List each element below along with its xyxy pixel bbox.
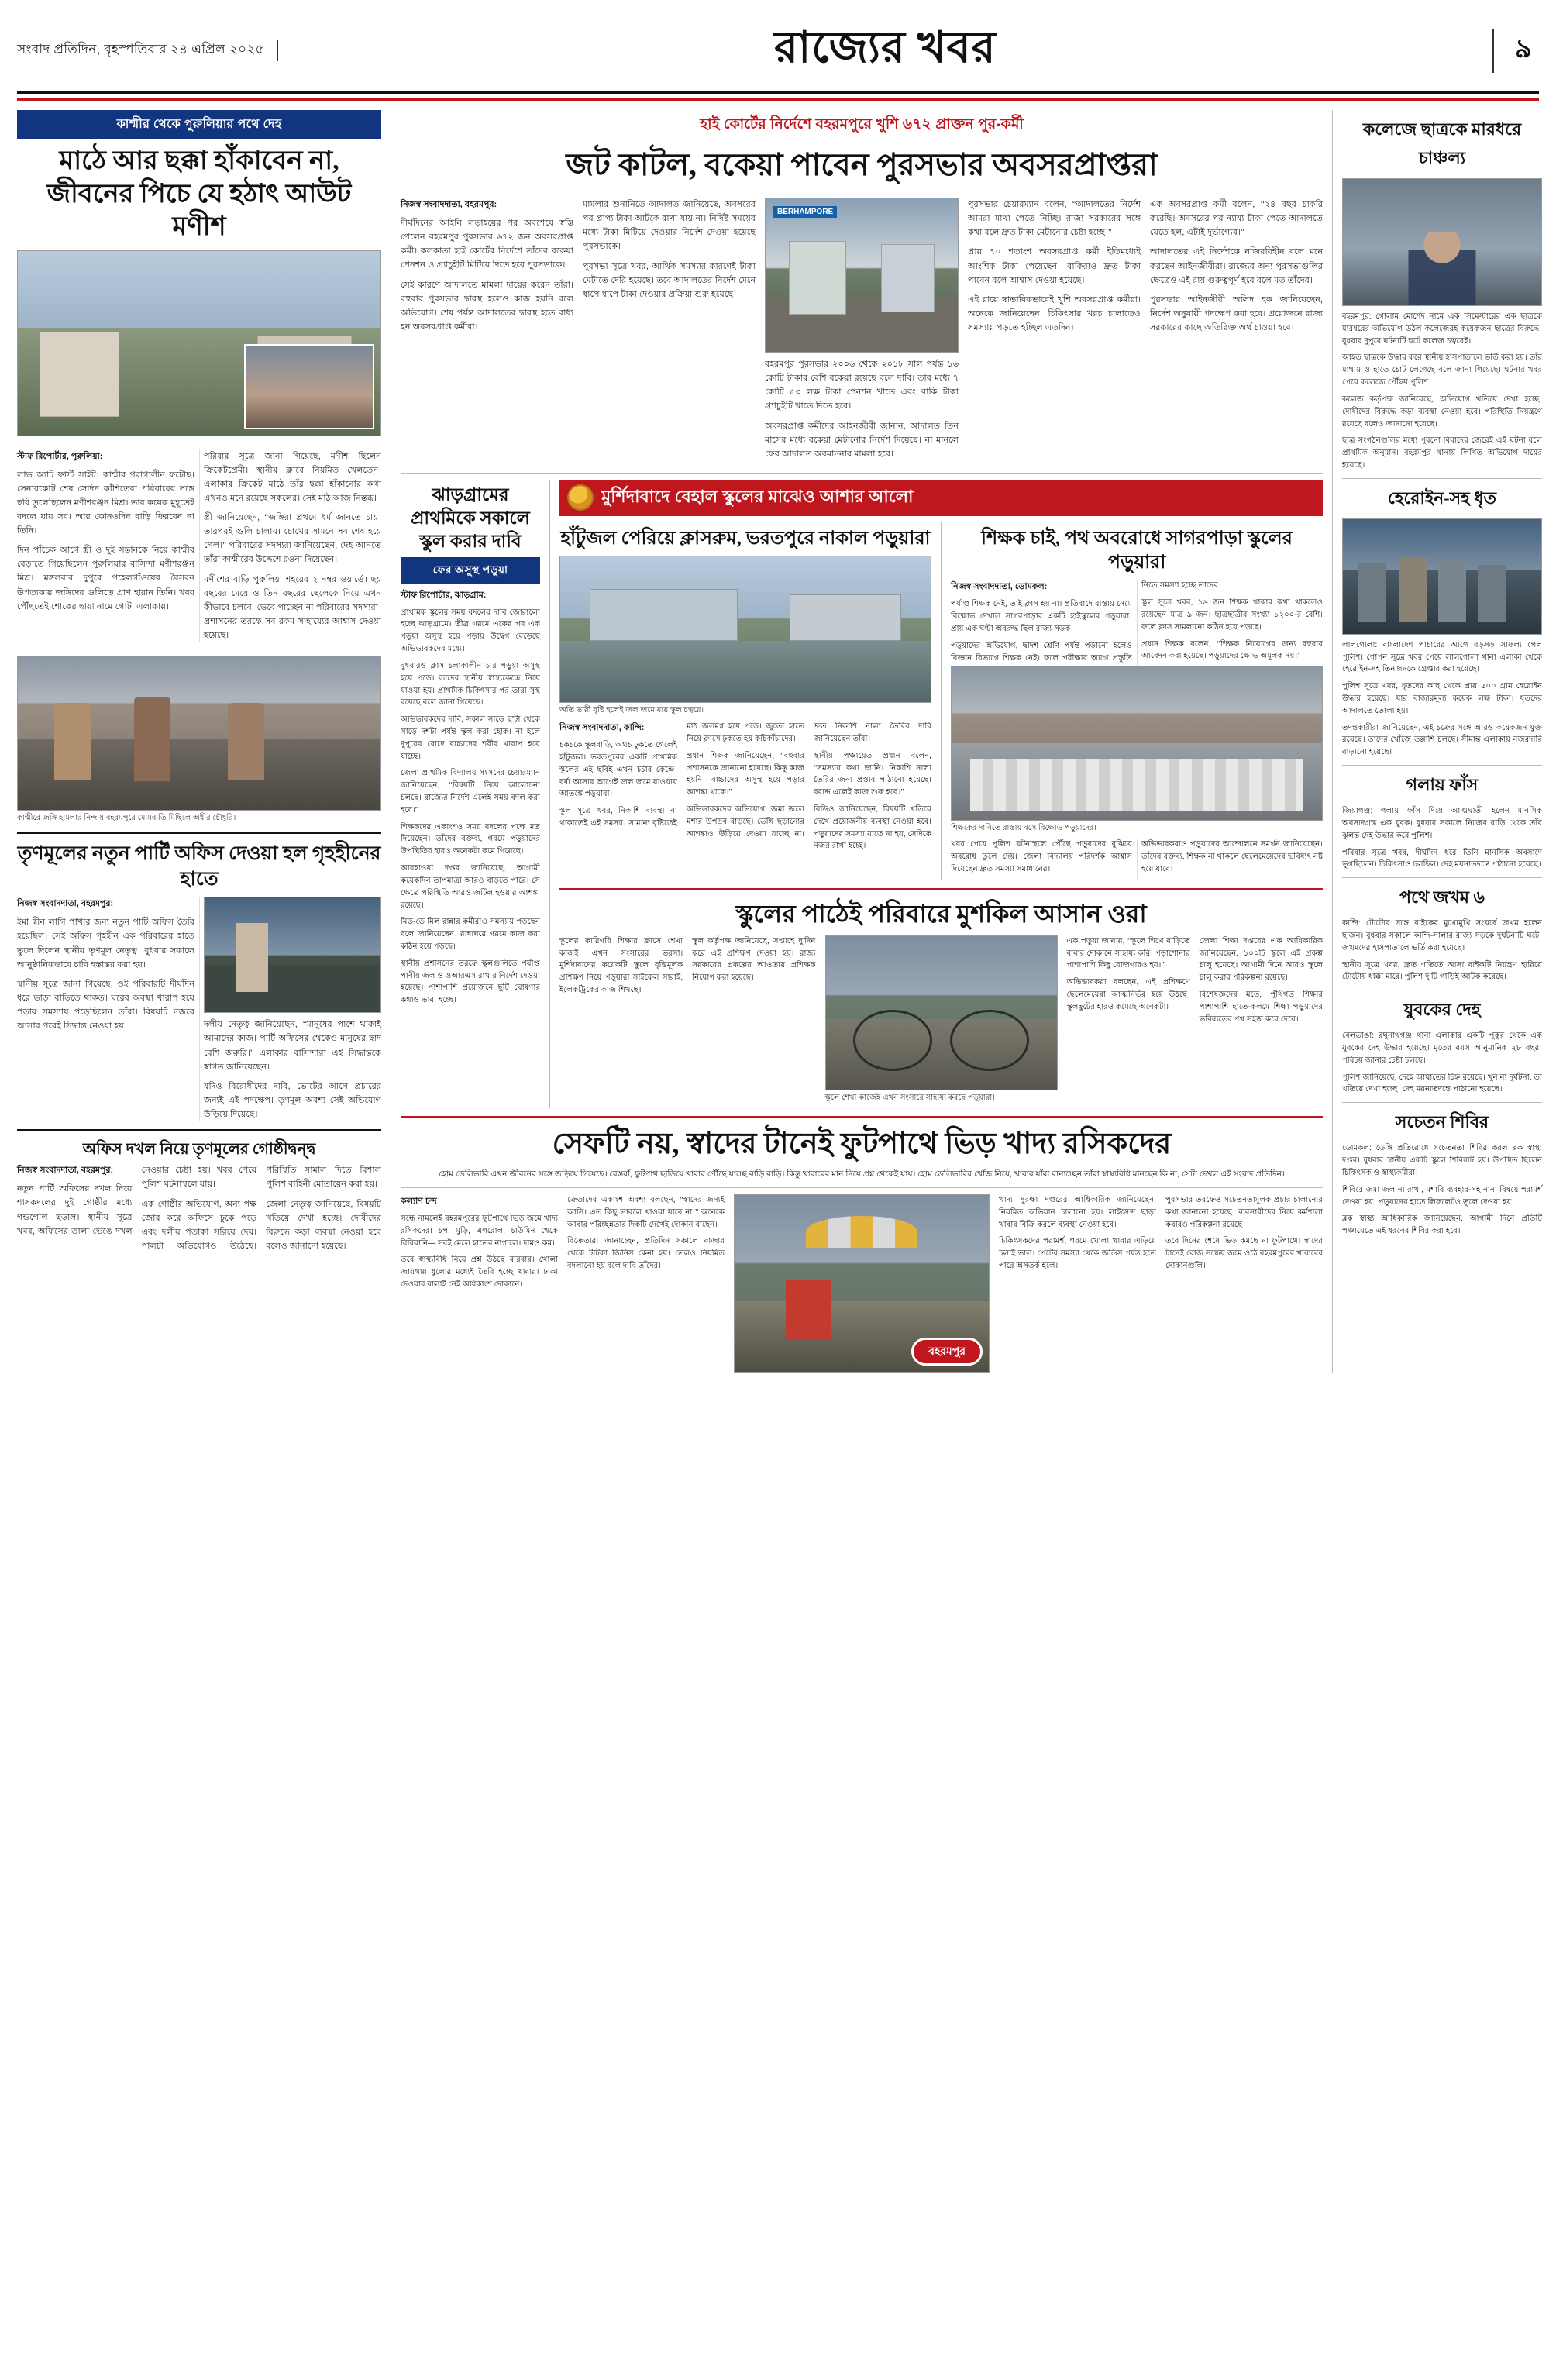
paragraph: তবে দিনের শেষে ভিড় কমছে না ফুটপাথে। স্বাদের টানেই রোজ সন্ধেয় জমে ওঠে বহরমপুরের খাবারের দোকানগুলি। bbox=[1165, 1237, 1323, 1271]
left-photo-candle-rally bbox=[17, 656, 381, 811]
jhargram-sidebar bbox=[401, 480, 540, 1108]
sun-icon bbox=[567, 484, 594, 511]
story-c-headline: শিক্ষক চাই, পথ অবরোধে সাগরপাড়া স্কুলের পড়ুয়ারা bbox=[981, 528, 1293, 573]
story-d-headline: স্কুলের পাঠেই পরিবারে মুশকিল আসান ওরা bbox=[735, 899, 1147, 928]
story-b-caption: অতি ভারী বৃষ্টি হলেই জল জমে যায় স্কুল চত্বরে। bbox=[559, 706, 704, 715]
right-headline: সচেতন শিবির bbox=[1395, 1112, 1489, 1132]
paragraph: বিশেষজ্ঞদের মতে, পুঁথিগত শিক্ষার পাশাপাশি হাতে-কলমে শিক্ষা পড়ুয়াদের ভবিষ্যতের পথ সহজ করে দেবে। bbox=[1199, 990, 1323, 1024]
paragraph: কান্দি: টোটোর সঙ্গে বাইকের মুখোমুখি সংঘর্ষে জখম হলেন ছ’জন। বুধবার সকালে কান্দি-সালার রাজ্য সড়কে দুর্ঘটনাটি ঘটে। জখমদের হাসপাতালে ভর্তি করা হয়েছে। bbox=[1342, 919, 1542, 952]
divider bbox=[401, 1187, 1323, 1188]
story-d-body bbox=[559, 935, 1323, 1108]
left-photo-kashmir bbox=[17, 250, 381, 436]
paragraph: পর্যাপ্ত শিক্ষক নেই, তাই ক্লাস হয় না। প্রতিবাদে রাস্তায় নেমে বিক্ষোভ দেখাল সাগরপাড়ার একটি হাইস্কুলের পড়ুয়ারা। প্রায় এক ঘণ্টা অবরুদ্ধ ছিল রাজ্য সড়ক। bbox=[951, 600, 1132, 633]
left-byline-3: নিজস্ব সংবাদদাতা, বহরমপুর: bbox=[17, 1166, 114, 1176]
paragraph: চিকিৎসকদের পরামর্শ, গরমে খোলা খাবার এড়িয়ে চলাই ভাল। পেটের সমস্যা থেকে জন্ডিস পর্যন্ত হতে পারে অসতর্ক হলে। bbox=[999, 1237, 1156, 1271]
school-banner bbox=[559, 480, 1323, 516]
right-photo-student bbox=[1342, 178, 1542, 306]
right-photo-arrest bbox=[1342, 518, 1542, 635]
story-b-byline: নিজস্ব সংবাদদাতা, কান্দি: bbox=[559, 723, 645, 733]
paragraph: জেলা প্রাথমিক বিদ্যালয় সংসদের চেয়ারম্যান জানিয়েছেন, ‘‘বিষয়টি নিয়ে আলোচনা চলছে। রাজ্যের নির্দেশ এলেই সময় বদল করা হবে।’’ bbox=[401, 769, 540, 815]
story-b-photo bbox=[559, 556, 931, 703]
street-food-feature bbox=[401, 1126, 1323, 1373]
divider bbox=[401, 473, 1323, 474]
left-story-3-body bbox=[17, 1163, 381, 1253]
paragraph: তদন্তকারীরা জানিয়েছেন, এই চক্রের সঙ্গে আরও কয়েকজন যুক্ত রয়েছে। তাদের খোঁজে তল্লাশি চলছে। সীমান্ত এলাকায় নজরদারি বাড়ানো হয়েছে। bbox=[1342, 723, 1542, 757]
divider bbox=[559, 888, 1323, 890]
left-headline-3: অফিস দখল নিয়ে তৃণমূলের গোষ্ঠীদ্বন্দ্ব bbox=[82, 1141, 316, 1159]
paragraph: পড়ুয়াদের অভিযোগ, দ্বাদশ শ্রেণি পর্যন্ত পড়ানো হলেও বিজ্ঞান বিভাগে শিক্ষক নেই। ফলে পরীক্ষার আগে প্রস্তুতি নিতে সমস্যা হচ্ছে তাদের। bbox=[951, 581, 1221, 663]
paragraph: জেলা শিক্ষা দপ্তরের এক আধিকারিক জানিয়েছেন, ১০০টি স্কুলে এই প্রকল্প চালু হয়েছে। আগামী দিনে আরও স্কুলে চালু করার পরিকল্পনা রয়েছে। bbox=[1199, 936, 1323, 983]
story-c-photo bbox=[951, 666, 1323, 821]
paragraph: খাদ্য সুরক্ষা দপ্তরের আধিকারিক জানিয়েছেন, নিয়মিত অভিযান চালানো হয়। লাইসেন্স ছাড়া খাবার বিক্রি করলে ব্যবস্থা নেওয়া হবে। bbox=[999, 1196, 1156, 1229]
paragraph: প্রাথমিক স্কুলের সময় বদলের দাবি জোরালো হচ্ছে ঝাড়গ্রামে। তীব্র গরমে একের পর এক পড়ুয়া অসুস্থ হয়ে পড়ায় উদ্বেগ বেড়েছে অভিভাবকদের মধ্যে। bbox=[401, 608, 540, 654]
feature-body bbox=[401, 1194, 1323, 1373]
left-column bbox=[17, 110, 381, 1373]
masthead bbox=[17, 14, 1539, 94]
paragraph: স্কুল সূত্রে খবর, নিকাশি ব্যবস্থা না থাকাতেই এই সমস্যা। সামান্য বৃষ্টিতেই মাঠ জলমগ্ন হয়ে পড়ে। জুতো হাতে নিয়ে ক্লাসে ঢুকতে হয় কচিকাঁচাদের। bbox=[559, 722, 804, 828]
paragraph: স্ত্রী জানিয়েছেন, ‘‘জঙ্গিরা প্রথমে ধর্ম জানতে চায়। তারপরই গুলি চালায়। চোখের সামনে সব শেষ হয়ে গেল।’’ পরিবারের সদস্যরা জানিয়েছেন, দেহ আনতে তাঁরা কাশ্মীরের উদ্দেশে রওনা দিয়েছেন। bbox=[204, 513, 381, 565]
story-vocational bbox=[559, 898, 1323, 1108]
page-number: ৯ bbox=[1492, 29, 1539, 73]
mid-byline: নিজস্ব সংবাদদাতা, বহরমপুর: bbox=[401, 200, 497, 209]
paragraph: দিন পাঁচেক আগে স্ত্রী ও দুই সন্তানকে নিয়ে কাশ্মীর বেড়াতে গিয়েছিলেন পুরুলিয়ার বাসিন্দা মণীশরঞ্জন মিশ্র। মঙ্গলবার দুপুরে পহেলগাঁওয়ের বৈসরন উপত্যকায় জঙ্গিদের গুলিতে প্রাণ হারান তিনি। খবর পৌঁছতেই শোকের ছায়া নামে গোটা এলাকায়। bbox=[17, 546, 194, 611]
paragraph: ব্লক স্বাস্থ্য আধিকারিক জানিয়েছেন, আগামী দিনে প্রতিটি পঞ্চায়েতে এই ধরনের শিবির করা হবে। bbox=[1342, 1214, 1542, 1236]
right-item bbox=[1342, 997, 1542, 1096]
paragraph: প্রধান শিক্ষক জানিয়েছেন, ‘‘বহুবার প্রশাসনকে জানানো হয়েছে। কিন্তু কাজ হয়নি। বাচ্চাদের অসুস্থ হয়ে পড়ার আশঙ্কা থাকে।’’ bbox=[687, 751, 804, 797]
paragraph: পুলিশ জানিয়েছে, দেহে আঘাতের চিহ্ন রয়েছে। খুন না দুর্ঘটনা, তা খতিয়ে দেখা হচ্ছে। দেহ ময়নাতদন্তে পাঠানো হয়েছে। bbox=[1342, 1073, 1542, 1094]
story-c-byline: নিজস্ব সংবাদদাতা, ডোমকল: bbox=[951, 582, 1048, 592]
left-photo-party-office bbox=[204, 897, 381, 1013]
school-two-stories bbox=[559, 522, 1323, 880]
story-b-headline: হাঁটুজল পেরিয়ে ক্লাসরুম, ভরতপুরে নাকাল পড়ুয়ারা bbox=[560, 528, 931, 549]
mid-second-band bbox=[401, 480, 1323, 1108]
paragraph: স্কুলের কারিগরি শিক্ষার ক্লাসে শেখা কাজই এখন সংসারের ভরসা। মুর্শিদাবাদের কয়েকটি স্কুলে বৃত্তিমূলক প্রশিক্ষণ নিয়ে পড়ুয়ারা সাইকেল সারাই, ইলেকট্রিকের কাজ শিখছে। bbox=[559, 936, 683, 995]
paragraph: স্থানীয় পঞ্চায়েত প্রধান বলেন, ‘‘সমস্যার কথা জানি। নিকাশি নালা তৈরির জন্য প্রস্তাব পাঠানো হয়েছে। বরাদ্দ এলেই কাজ শুরু হবে।’’ bbox=[814, 751, 931, 797]
paragraph: বুধবারও ক্লাস চলাকালীন চার পড়ুয়া অসুস্থ হয়ে পড়ে। তাদের স্থানীয় স্বাস্থ্যকেন্দ্রে নিয়ে যাওয়া হয়। প্রাথমিক চিকিৎসার পর তারা সুস্থ রয়েছে বলে জানা গিয়েছে। bbox=[401, 661, 540, 708]
right-item bbox=[1342, 772, 1542, 871]
feature-byline: কল্যাণ চন্দ bbox=[401, 1197, 437, 1207]
paragraph: জেলা নেতৃত্ব জানিয়েছে, বিষয়টি খতিয়ে দেখা হচ্ছে। দোষীদের বিরুদ্ধে কড়া ব্যবস্থা নেওয়া হবে বলেও জানানো হয়েছে। bbox=[266, 1199, 381, 1252]
paragraph: শিক্ষকদের একাংশও সময় বদলের পক্ষে মত দিয়েছেন। তাঁদের বক্তব্য, গরমে পড়ুয়াদের উপস্থিতির হারও অনেকটা কমে গিয়েছে। bbox=[401, 822, 540, 856]
school-package bbox=[559, 480, 1323, 1108]
paragraph: শিবিরে জমা জল না রাখা, মশারি ব্যবহার-সহ নানা বিষয়ে পরামর্শ দেওয়া হয়। পড়ুয়াদের হাতে লিফলেটও তুলে দেওয়া হয়। bbox=[1342, 1185, 1542, 1207]
story-b-body bbox=[559, 721, 931, 852]
divider bbox=[401, 1116, 1323, 1118]
paragraph: এই রায়ে স্বাভাবিকভাবেই খুশি অবসরপ্রাপ্ত কর্মীরা। অনেকে জানিয়েছেন, চিকিৎসার খরচ চালাতেও সমস্যায় পড়তে হচ্ছিল এতদিন। bbox=[968, 294, 1141, 333]
mid-headline: জট কাটল, বকেয়া পাবেন পুরসভার অবসরপ্রাপ্তরা bbox=[566, 147, 1158, 182]
page-body bbox=[17, 110, 1542, 1373]
story-d-photo bbox=[825, 935, 1058, 1090]
column-divider bbox=[549, 480, 550, 1108]
mid-lead-story bbox=[401, 198, 1323, 467]
paragraph: বিডিও জানিয়েছেন, বিষয়টি খতিয়ে দেখে প্রয়োজনীয় ব্যবস্থা নেওয়া হবে। পড়ুয়াদের সমস্যা যাতে না হয়, সেদিকে নজর রাখা হচ্ছে। bbox=[814, 805, 931, 851]
paragraph: সেই কারণে আদালতে মামলা দায়ের করেন তাঁরা। বহুবার পুরসভার দ্বারস্থ হলেও কাজ হয়নি বলে অভিযোগ। শেষ পর্যন্ত আদালতের দ্বারস্থ হতে বাধ্য হন অবসরপ্রাপ্ত কর্মীরা। bbox=[401, 280, 573, 332]
paragraph: দলীয় নেতৃত্ব জানিয়েছেন, ‘‘মানুষের পাশে থাকাই আমাদের কাজ। পার্টি অফিসের থেকেও মানুষের ছাদ বেশি জরুরি।’’ এলাকার বাসিন্দারা এই সিদ্ধান্তকে স্বাগত জানিয়েছেন। bbox=[204, 1020, 381, 1072]
location-badge: বহরমপুর bbox=[911, 1338, 983, 1366]
paragraph: মণীশের বাড়ি পুরুলিয়া শহরের ২ নম্বর ওয়ার্ডে। ছয় বছরের মেয়ে ও তিন বছরের ছেলেকে নিয়ে এখন কীভাবে চলবে, ভেবে পাচ্ছেন না পরিবারের সদস্যরা। প্রশাসনের তরফে সব রকম সাহায্যের আশ্বাস দেওয়া হয়েছে। bbox=[204, 574, 381, 641]
paragraph: প্রায় ৭০ শতাংশ অবসরপ্রাপ্ত কর্মী ইতিমধ্যেই আংশিক টাকা পেয়েছেন। বাকিরাও দ্রুত টাকা পাবেন বলে আশ্বাস দেওয়া হয়েছে। bbox=[968, 247, 1141, 285]
paragraph: অভিভাবকরা বলছেন, এই প্রশিক্ষণে ছেলেমেয়েরা আত্মনির্ভর হয়ে উঠছে। স্কুলছুটের হারও কমেছে অনেকটা। bbox=[1066, 978, 1190, 1011]
paragraph: চকচকে স্কুলবাড়ি, অথচ ঢুকতে গেলেই হাঁটুজল। ভরতপুরের একটি প্রাথমিক স্কুলের এই ছবিই এখন চর্চার কেন্দ্রে। বর্ষা আসার আগেই জল জমে যাওয়ায় আতঙ্কে পড়ুয়ারা। bbox=[559, 741, 677, 799]
mid-kicker: হাই কোর্টের নির্দেশে বহরমপুরে খুশি ৬৭২ প্রাক্তন পুর-কর্মী bbox=[700, 116, 1024, 133]
page-title: রাজ্যের খবর bbox=[774, 24, 997, 72]
paragraph: নতুন পার্টি অফিসের দখল নিয়ে শাসকদলের দুই গোষ্ঠীর মধ্যে গন্ডগোল ছড়াল। স্থানীয় সূত্রে খবর, অফিসের তালা ভেঙে দখল নেওয়ার চেষ্টা হয়। খবর পেয়ে পুলিশ ঘটনাস্থলে যায়। bbox=[17, 1166, 257, 1236]
right-headline: যুবকের দেহ bbox=[1403, 1000, 1481, 1020]
left-story-body bbox=[17, 449, 381, 643]
paragraph: এক পড়ুয়া জানায়, ‘‘স্কুলে শিখে বাড়িতে বাবার দোকানে সাহায্য করি। পড়াশোনার পাশাপাশি কিছু রোজগারও হয়।’’ bbox=[1066, 936, 1190, 970]
paragraph: এক গোষ্ঠীর অভিযোগ, অন্য পক্ষ জোর করে অফিসে ঢুকে পড়ে এবং দলীয় পতাকা সরিয়ে দেয়। পালটা অভিযোগও উঠেছে। পরিস্থিতি সামাল দিতে বিশাল পুলিশ বাহিনী মোতায়েন করা হয়। bbox=[141, 1166, 381, 1252]
left-story-2-body bbox=[17, 897, 381, 1121]
story-d-caption: স্কুলে শেখা কাজেই এখন সংসারে সাহায্য করছে পড়ুয়ারা। bbox=[824, 1093, 995, 1102]
inset-portrait bbox=[244, 344, 374, 429]
paragraph: বেলডাঙা: রঘুনাথগঞ্জ থানা এলাকার একটি পুকুর থেকে এক যুবকের দেহ উদ্ধার হয়েছে। মৃতের বয়স আনুমানিক ২৮ বছর। পরিচয় জানার চেষ্টা চলছে। bbox=[1342, 1032, 1542, 1065]
right-column bbox=[1342, 110, 1542, 1373]
left-byline: স্টাফ রিপোর্টার, পুরুলিয়া: bbox=[17, 451, 103, 461]
left-headline: মাঠে আর ছক্কা হাঁকাবেন না, জীবনের পিচে যে হঠাৎ আউট মণীশ bbox=[46, 146, 352, 241]
feature-note: হোম ডেলিভারি এখন জীবনের সঙ্গে জড়িয়ে গিয়েছে। রেস্তরাঁ, ফুটপাথ ছাড়িয়ে খাবার পৌঁছে যাচ্ছে বাড়ি বাড়ি। কিন্তু খাবারের মান নিয়ে প্রশ্ন থেকেই যায়। হোম ডেলিভারির খোঁজ নিয়ে, খাবার যাঁরা বানাচ্ছেন তাঁরা স্বাস্থ্যবিধি মানছেন কি না, সেটা দেখল এই সংবাদ প্রতিদিন। bbox=[439, 1169, 1285, 1180]
divider bbox=[1342, 877, 1542, 878]
paragraph: জিয়াগঞ্জ: গলায় ফাঁস দিয়ে আত্মঘাতী হলেন মানসিক অবসাদগ্রস্ত এক যুবক। বুধবার সকালে নিজের বাড়ি থেকে তাঁর ঝুলন্ত দেহ উদ্ধার করে পুলিশ। bbox=[1342, 807, 1542, 840]
paragraph: বিক্রেতারা জানাচ্ছেন, প্রতিদিন সকালে বাজার থেকে টাটকা জিনিস কেনা হয়। তেলও নিয়মিত বদলানো হয় বলে দাবি তাঁদের। bbox=[567, 1237, 725, 1271]
paragraph: এক অবসরপ্রাপ্ত কর্মী বলেন, ‘‘২৪ বছর চাকরি করেছি। অবসরের পর ন্যায্য টাকা পেতে আদালতে যেতে হল, এটাই দুর্ভাগ্যের।’’ bbox=[1150, 200, 1323, 238]
divider bbox=[17, 1129, 381, 1131]
jhargram-byline: স্টাফ রিপোর্টার, ঝাড়গ্রাম: bbox=[401, 590, 487, 600]
feature-headline: সেফটি নয়, স্বাদের টানেই ফুটপাথে ভিড় খাদ্য রসিকদের bbox=[552, 1127, 1172, 1160]
paragraph: পুরসভার তরফেও সচেতনতামূলক প্রচার চালানোর কথা জানানো হয়েছে। ব্যবসায়ীদের নিয়ে কর্মশালা করারও পরিকল্পনা রয়েছে। bbox=[1165, 1196, 1323, 1229]
left-kicker: কাশ্মীর থেকে পুরুলিয়ার পথে দেহ bbox=[17, 110, 381, 139]
right-headline: গলায় ফাঁস bbox=[1406, 775, 1479, 795]
paragraph: তবে স্বাস্থ্যবিধি নিয়ে প্রশ্ন উঠছে বারবার। খোলা জায়গায় ধুলোর মধ্যেই তৈরি হচ্ছে খাবার। ঢাকা দেওয়ার বালাই নেই অধিকাংশ দোকানে। bbox=[401, 1255, 558, 1290]
paragraph: মিড-ডে মিল রান্নার কর্মীরাও সমস্যায় পড়ছেন বলে জানিয়েছেন। রান্নাঘরে গরমে কাজ করা কঠিন হয়ে পড়ছে। bbox=[401, 918, 540, 951]
paragraph: স্কুল কর্তৃপক্ষ জানিয়েছে, সপ্তাহে দু’দিন করে এই প্রশিক্ষণ দেওয়া হয়। রাজ্য সরকারের প্রকল্পের আওতায় প্রশিক্ষক নিয়োগ করা হয়েছে। bbox=[692, 936, 816, 983]
right-headline: পথে জখম ৬ bbox=[1399, 887, 1485, 908]
left-headline-2: তৃণমূলের নতুন পার্টি অফিস দেওয়া হল গৃহহীনের হাতে bbox=[17, 843, 381, 890]
paragraph: পুরসভার আইনজীবী অলিদ হক জানিয়েছেন, নির্দেশ অনুযায়ী পদক্ষেপ করা হবে। প্রয়োজনে রাজ্য সরকারের কাছে অতিরিক্ত অর্থ চাওয়া হবে। bbox=[1150, 294, 1323, 333]
paragraph: লালগোলা: বাংলাদেশ পাচারের আগে বড়সড় সাফল্য পেল পুলিশ। গোপন সূত্রে খবর পেয়ে লালগোলা থানা এলাকা থেকে হেরোইন-সহ তিনজনকে গ্রেপ্তার করা হয়েছে। bbox=[1342, 640, 1542, 674]
column-divider bbox=[1332, 110, 1333, 1373]
divider bbox=[1342, 765, 1542, 766]
berhampore-sign: BERHAMPORE bbox=[773, 206, 837, 218]
paragraph: অভিভাবকদের দাবি, সকাল সাড়ে ছ’টা থেকে সাড়ে দশটা পর্যন্ত স্কুল করা হোক। না হলে দুপুরের রোদে বাচ্চাদের শরীর খারাপ হয়ে যাচ্ছে। bbox=[401, 715, 540, 761]
paragraph: কলেজ কর্তৃপক্ষ জানিয়েছে, অভিযোগ খতিয়ে দেখা হচ্ছে। দোষীদের বিরুদ্ধে কড়া ব্যবস্থা নেওয়া হবে। পরিস্থিতি নিয়ন্ত্রণে রয়েছে বলেও জানানো হয়েছে। bbox=[1342, 394, 1542, 429]
paragraph: সন্ধে নামলেই বহরমপুরের ফুটপাথে ভিড় জমে খাদ্য রসিকদের। চপ, মুড়ি, এগরোল, চাউমিন থেকে বিরিয়ানি— সবই মেলে হাতের নাগালে। দামও কম। bbox=[401, 1214, 558, 1248]
paragraph: স্কুল সূত্রে খবর, ১৬ জন শিক্ষক থাকার কথা থাকলেও রয়েছেন মাত্র ৯ জন। ছাত্রছাত্রীর সংখ্যা ১২০০-র বেশি। ফলে ক্লাস সামলানো কঠিন হয়ে পড়ছে। bbox=[1141, 598, 1323, 632]
left-photo-caption: কাশ্মীরে জঙ্গি হামলার নিন্দায় বহরমপুরে মোমবাতি মিছিলে অধীর চৌধুরি। bbox=[17, 814, 236, 823]
right-item bbox=[1342, 1109, 1542, 1238]
jhargram-tag: ফের অসুস্থ পড়ুয়া bbox=[401, 557, 540, 584]
paragraph: স্থানীয় প্রশাসনের তরফে স্কুলগুলিতে পর্যাপ্ত পানীয় জল ও ওআরএস রাখার নির্দেশ দেওয়া হয়েছে। পাশাপাশি প্রয়োজনে ছুটি ঘোষণার কথাও ভাবা হচ্ছে। bbox=[401, 959, 540, 1005]
school-banner-text: মুর্শিদাবাদে বেহাল স্কুলের মাঝেও আশার আলো bbox=[601, 486, 914, 506]
paragraph: ক্রেতাদের একাংশ অবশ্য বলছেন, ‘‘স্বাদের জন্যই আসি। এত কিছু ভাবলে খাওয়া যাবে না।’’ অনেকে আবার পরিচ্ছন্নতার দিকটি দেখেই দোকান বাছেন। bbox=[567, 1196, 725, 1229]
masthead-red-rule bbox=[17, 98, 1539, 101]
paragraph: আদালতের এই নির্দেশকে নজিরবিহীন বলে মনে করছেন আইনজীবীরা। রাজ্যের অন্য পুরসভাগুলির ক্ষেত্রেও এই রায় গুরুত্বপূর্ণ হবে বলে মত তাঁদের। bbox=[1150, 247, 1323, 285]
paragraph: পুরসভা সূত্রে খবর, আর্থিক সমস্যার কারণেই টাকা মেটাতে দেরি হয়েছে। তবে আদালতের নির্দেশ মেনে ধাপে ধাপে টাকা দেওয়ার প্রক্রিয়া শুরু হয়েছে। bbox=[583, 261, 756, 299]
story-c-body-top bbox=[951, 580, 1323, 666]
jhargram-headline: ঝাড়গ্রামের প্রাথমিকে সকালে স্কুল করার দাবি bbox=[411, 484, 530, 551]
right-item bbox=[1342, 116, 1542, 472]
paragraph: দীর্ঘদিনের আইনি লড়াইয়ের পর অবশেষে স্বস্তি পেলেন বহরমপুর পুরসভার ৬৭২ জন অবসরপ্রাপ্ত কর্মী। কলকাতা হাই কোর্টের নির্দেশে তাঁদের বকেয়া পেনশন ও গ্র্যাচুইটি মিটিয়ে দিতে হবে পুরসভাকে। bbox=[401, 219, 573, 270]
paragraph: ছাত্র সংগঠনগুলির মধ্যে পুরনো বিবাদের জেরেই এই ঘটনা বলে প্রাথমিক অনুমান। বহরমপুর থানায় লিখিত অভিযোগ দায়ের হয়েছে। bbox=[1342, 436, 1542, 470]
right-headline: হেরোইন-সহ ধৃত bbox=[1387, 487, 1497, 508]
paragraph: প্রধান শিক্ষক বলেন, ‘‘শিক্ষক নিয়োগের জন্য বহুবার আবেদন করা হয়েছে। পড়ুয়াদের ক্ষোভ অমূলক নয়।’’ bbox=[1141, 639, 1323, 661]
paragraph: অভিভাবকরাও পড়ুয়াদের আন্দোলনে সমর্থন জানিয়েছেন। তাঁদের বক্তব্য, শিক্ষক না থাকলে ছেলেমেয়েদের ভবিষ্যৎ নষ্ট হয়ে যাবে। bbox=[1141, 840, 1323, 873]
masthead-date: সংবাদ প্রতিদিন, বৃহস্পতিবার ২৪ এপ্রিল ২০২৫ bbox=[17, 40, 278, 61]
paragraph: ডোমকল: ডেঙ্গি প্রতিরোধে সচেতনতা শিবির করল ব্লক স্বাস্থ্য দপ্তর। বুধবার স্থানীয় একটি স্কুলে শিবিরটি হয়। উপস্থিত ছিলেন চিকিৎসক ও স্বাস্থ্যকর্মীরা। bbox=[1342, 1144, 1542, 1177]
paragraph: পুলিশ সূত্রে খবর, ধৃতদের কাছ থেকে প্রায় ৫০০ গ্রাম হেরোইন উদ্ধার হয়েছে। যার বাজারমূল্য কয়েক লক্ষ টাকা। ধৃতদের আদালতে তোলা হয়। bbox=[1342, 682, 1542, 715]
paragraph: বহরমপুর পুরসভার ২০০৬ থেকে ২০১৮ সাল পর্যন্ত ১৬ কোটি টাকার বেশি বকেয়া রয়েছে বলে দাবি। তার মধ্যে ৭ কোটি ৫৩ লক্ষ টাকা পেনশন খাতে এবং বাকি টাকা গ্র্যাচুইটি খাতে দিতে হবে। bbox=[765, 360, 959, 412]
divider bbox=[1342, 478, 1542, 479]
story-bhartapur bbox=[559, 522, 931, 880]
right-item bbox=[1342, 884, 1542, 983]
right-headline: কলেজে ছাত্রকে মারধরে চাঞ্চল্য bbox=[1362, 119, 1522, 167]
feature-photo-street-stall bbox=[734, 1194, 990, 1373]
paragraph: অভিভাবকদের অভিযোগ, জমা জলে মশার উপদ্রব বাড়ছে। ডেঙ্গি ছড়ানোর আশঙ্কাও উড়িয়ে দেওয়া যাচ্ছে না। দ্রুত নিকাশি নালা তৈরির দাবি জানিয়েছেন তাঁরা। bbox=[687, 722, 931, 839]
paragraph: পরিবার সূত্রে খবর, দীর্ঘদিন ধরে তিনি মানসিক অবসাদে ভুগছিলেন। চিকিৎসাও চলছিল। দেহ ময়নাতদন্তে পাঠানো হয়েছে। bbox=[1342, 848, 1542, 870]
paragraph: আবহাওয়া দপ্তর জানিয়েছে, আগামী কয়েকদিন তাপমাত্রা আরও বাড়তে পারে। সে ক্ষেত্রে পরিস্থিতি আরও জটিল হওয়ার আশঙ্কা রয়েছে। bbox=[401, 864, 540, 910]
paragraph: খবর পেয়ে পুলিশ ঘটনাস্থলে পৌঁছে পড়ুয়াদের বুঝিয়ে অবরোধ তুলে দেয়। জেলা বিদ্যালয় পরিদর্শক আশ্বাস দিয়েছেন দ্রুত সমস্যা সমাধানের। bbox=[951, 840, 1132, 873]
paragraph: লাভ অ্যাট ফার্স্ট সাইট। কাশ্মীর পরাগালীন ফটোছ। সেনারকোট শেষ সেদিন কাঁশিতেরা পরিবারের সঙ্গে ছবি তুলেছিলেন মণীশরঞ্জন মিশ্র। তার কয়েক মুহূর্তেই বদলে যায় সব। আর কোনওদিন বাড়ি ফিরবেন না তিনি। bbox=[17, 470, 194, 536]
paragraph: বহরমপুর: গোলাম মোর্শেদ নামে এক সিমেস্টারের এক ছাত্রকে মারধরের অভিযোগ উঠল কলেজেরই কয়েকজন ছাত্রের বিরুদ্ধে। বুধবার দুপুরে ঘটনাটি ঘটে কলেজ চত্বরেই। bbox=[1342, 312, 1542, 346]
paragraph: স্থানীয় সূত্রে খবর, দ্রুত গতিতে আসা বাইকটি নিয়ন্ত্রণ হারিয়ে টোটোয় ধাক্কা মারে। পুলিশ দু’টি গাড়িই আটক করেছে। bbox=[1342, 960, 1542, 982]
paragraph: অবসরপ্রাপ্ত কর্মীদের আইনজীবী জানান, আদালত তিন মাসের মধ্যে বকেয়া মেটানোর নির্দেশ দিয়েছে। না মানলে ফের আদালত অবমাননার মামলা হবে। bbox=[765, 421, 959, 459]
left-byline-2: নিজস্ব সংবাদদাতা, বহরমপুর: bbox=[17, 899, 114, 909]
story-sagarpara bbox=[951, 522, 1323, 880]
paragraph: পুরসভার চেয়ারম্যান বলেন, ‘‘আদালতের নির্দেশ আমরা মাথা পেতে নিচ্ছি। রাজ্য সরকারের সঙ্গে কথা বলে দ্রুত টাকা মেটানোর চেষ্টা হচ্ছে।’’ bbox=[968, 200, 1141, 238]
column-divider bbox=[941, 522, 942, 880]
paragraph: যদিও বিরোধীদের দাবি, ভোটের আগে প্রচারের জন্যই এই পদক্ষেপ। তৃণমূল অবশ্য সেই অভিযোগ উড়িয়ে দিয়েছে। bbox=[204, 1081, 381, 1120]
paragraph: স্থানীয় সূত্রে জানা গিয়েছে, ওই পরিবারটি দীর্ঘদিন ধরে ভাড়া বাড়িতে থাকত। ঘরের অবস্থা খারাপ হয়ে পড়ায় সমস্যায় পড়েছিলেন তাঁরা। বিষয়টি নজরে আসার পরেই সিদ্ধান্ত নেওয়া হয়। bbox=[17, 979, 194, 1032]
divider bbox=[17, 832, 381, 834]
mid-photo-municipality bbox=[765, 198, 959, 353]
story-c-caption: শিক্ষকের দাবিতে রাস্তায় বসে বিক্ষোভ পড়ুয়াদের। bbox=[951, 824, 1096, 833]
divider bbox=[1342, 1102, 1542, 1103]
middle-column bbox=[401, 110, 1323, 1373]
paragraph: পরিবার সূত্রে জানা গিয়েছে, মণীশ ছিলেন ক্রিকেটপ্রেমী। স্থানীয় ক্লাবে নিয়মিত খেলতেন। এলাকার ক্রিকেট মাঠে তাঁর ছক্কা হাঁকানোর কথা এখনও মনে রয়েছে সকলের। সেই মাঠ আজ নিস্তব্ধ। bbox=[204, 451, 381, 503]
paragraph: মামলার শুনানিতে আদালত জানিয়েছে, অবসরের পর প্রাপ্য টাকা আটকে রাখা যায় না। নির্দিষ্ট সময়ের মধ্যে টাকা মিটিয়ে দেওয়ার নির্দেশ দেওয়া হয়েছে পুরসভাকে। bbox=[583, 200, 756, 252]
story-c-body-bottom bbox=[951, 839, 1323, 880]
paragraph: ইমা দ্বীন লাগি পাখার জন্য নতুন পার্টি অফিস তৈরি হয়েছিল। সেই অফিস গৃহহীন এক পরিবারের হাতে তুলে দিলেন স্থানীয় তৃণমূল নেতৃত্ব। বুধবার সকালে আনুষ্ঠানিকভাবে চাবি হস্তান্তর করা হয়। bbox=[17, 918, 194, 970]
right-item bbox=[1342, 485, 1542, 759]
paragraph: আহত ছাত্রকে উদ্ধার করে স্থানীয় হাসপাতালে ভর্তি করা হয়। তাঁর মাথায় ও হাতে চোট লেগেছে বলে জানা গিয়েছে। ঘটনার খবর পেয়ে কলেজে পৌঁছয় পুলিশ। bbox=[1342, 353, 1542, 387]
